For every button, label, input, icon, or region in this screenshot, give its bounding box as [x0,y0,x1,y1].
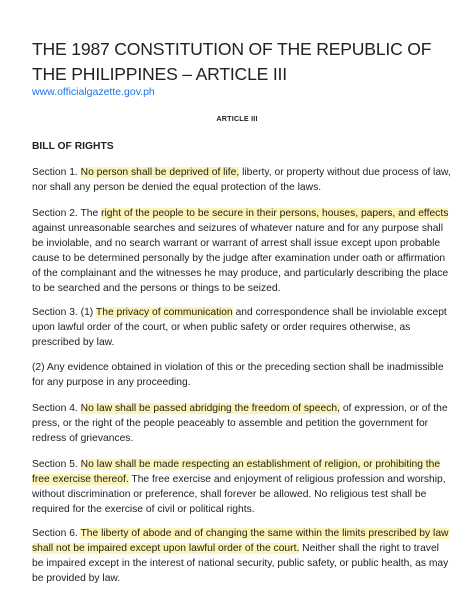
highlighted-text: right of the people to be secure in their persons, houses, papers, and effects [101,208,449,219]
section-prefix: Section 2. The [32,208,102,219]
highlighted-text: The privacy of communication [95,307,233,318]
section-prefix: Section 1. [32,167,81,178]
highlighted-text: No law shall be made respecting an establishment of religion, or prohibiting the free exercise thereof. [32,459,441,485]
section-5 [32,457,452,517]
section-6 [32,526,452,586]
section-text: against unreasonable searches and seizures of whatever nature and for any purpose shall be inviolable, and no search warrant or warrant of arrest shall issue except upon probable cause to be determined personally by the judge after examination under oath or affirmation of the complainant and the witnesses he may produce, and particularly describing the place to be searched and the persons or things to be seized. [32,223,449,294]
section-text: (2) Any evidence obtained in violation of this or the preceding section shall be inadmissible for any purpose in any proceeding. [32,362,444,388]
article-heading: ARTICLE III [216,114,258,123]
section-text: liberty, or property without due process of law, nor shall any person be denied the equal protection of the laws. [32,167,451,193]
section-1 [32,165,452,195]
section-3-paragraph-1 [32,305,452,350]
bill-of-rights-heading: BILL OF RIGHTS [32,141,114,152]
page-title: THE 1987 CONSTITUTION OF THE REPUBLIC OF THE PHILIPPINES – ARTICLE III [32,39,432,84]
section-4 [32,401,452,446]
section-text: of expression, or of the press, or the right of the people peaceably to assemble and petition the government for redress of grievances. [32,403,448,444]
highlighted-text: No person shall be deprived of life, [80,167,240,178]
highlighted-text: No law shall be passed abridging the freedom of speech, [80,403,340,414]
highlighted-text: The liberty of abode and of changing the same within the limits prescribed by law shall not be impaired except upon lawful order of the court. [32,528,449,554]
section-text: and correspondence shall be inviolable except upon lawful order of the court, or when public safety or order requires otherwise, as prescribed by law. [32,307,447,348]
section-prefix: Section 6. [32,528,81,539]
source-link[interactable]: www.officialgazette.gov.ph [32,86,155,98]
section-prefix: Section 5. [32,459,81,470]
section-text: Neither shall the right to travel be impaired except in the interest of national security, public safety, or public health, as may be provided by law. [32,543,449,584]
section-prefix: Section 4. [32,403,81,414]
section-prefix: Section 3. (1) [32,307,96,318]
section-text: The free exercise and enjoyment of religious profession and worship, without discrimination or preference, shall forever be allowed. No religious test shall be required for the exercise of civil or political rights. [32,474,446,515]
section-2 [32,206,452,296]
section-3-paragraph-2 [32,360,452,390]
